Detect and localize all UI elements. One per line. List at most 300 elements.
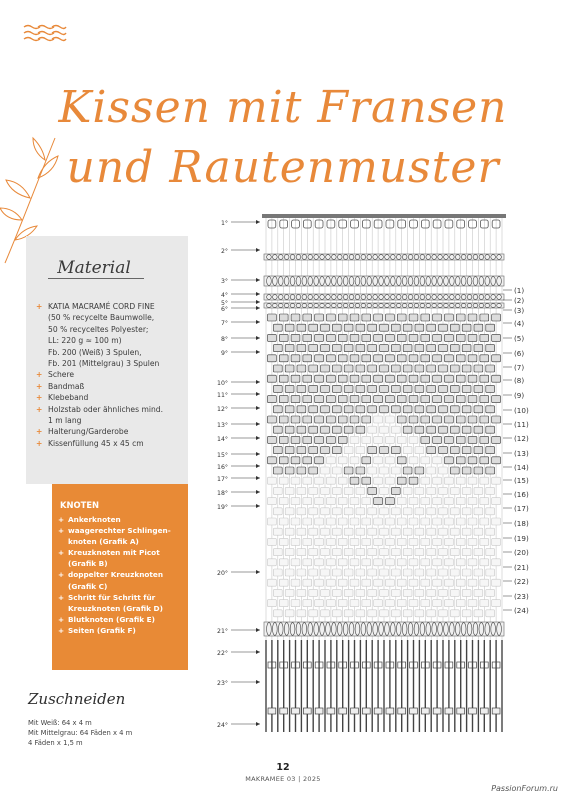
square-knot	[403, 406, 412, 413]
square-knot	[297, 467, 306, 474]
square-knot	[409, 559, 418, 566]
square-knot	[321, 385, 330, 392]
square-knot	[350, 538, 359, 545]
square-knot	[486, 549, 495, 556]
square-knot	[315, 396, 324, 403]
square-knot	[380, 324, 389, 331]
row-label-left: 12°	[217, 406, 228, 413]
square-knot	[344, 345, 353, 352]
square-knot	[439, 508, 448, 515]
square-knot	[433, 498, 442, 505]
square-knot	[462, 610, 471, 617]
material-item	[36, 438, 186, 449]
square-knot	[492, 579, 501, 586]
blood-knot	[398, 708, 406, 714]
square-knot	[356, 447, 365, 454]
row-label-right: (14)	[514, 463, 529, 472]
row-label-right: (16)	[514, 490, 529, 499]
square-knot	[397, 416, 406, 423]
square-knot	[480, 416, 489, 423]
row-label-right: (5)	[514, 334, 525, 343]
square-knot	[327, 498, 336, 505]
square-knot	[368, 324, 377, 331]
square-knot	[327, 355, 336, 362]
square-knot	[480, 538, 489, 545]
square-knot	[480, 559, 489, 566]
row-label-right: (12)	[514, 434, 529, 443]
square-knot	[344, 589, 353, 596]
square-knot	[332, 569, 341, 576]
arrow-head-icon	[256, 278, 260, 282]
square-knot	[332, 365, 341, 372]
square-knot	[386, 355, 395, 362]
square-knot	[391, 467, 400, 474]
square-knot	[279, 518, 288, 525]
square-knot	[450, 426, 459, 433]
arrow-head-icon	[256, 504, 260, 508]
knoten-item-continuation: knoten (Grafik A)	[68, 537, 139, 547]
square-knot	[362, 375, 371, 382]
material-item-text: Halterung/Garderobe	[48, 427, 129, 437]
square-knot	[315, 314, 324, 321]
row-label-right: (18)	[514, 519, 529, 528]
square-knot	[285, 467, 294, 474]
row-label-left: 24°	[217, 722, 228, 729]
square-knot	[291, 334, 300, 341]
square-knot	[409, 355, 418, 362]
square-knot	[350, 334, 359, 341]
square-knot	[321, 610, 330, 617]
page-title-line2: und Rautenmuster	[66, 142, 500, 193]
square-knot	[338, 498, 347, 505]
square-knot	[368, 589, 377, 596]
square-knot	[415, 324, 424, 331]
plus-bullet-icon: +	[58, 526, 65, 536]
square-knot	[356, 569, 365, 576]
knoten-item-continuation: Kreuzknoten (Grafik D)	[68, 603, 163, 613]
row-label-left: 8°	[220, 336, 228, 343]
square-knot	[445, 457, 454, 464]
square-knot	[309, 426, 318, 433]
material-item	[36, 426, 186, 437]
square-knot	[303, 498, 312, 505]
square-knot	[309, 365, 318, 372]
square-knot	[397, 457, 406, 464]
square-knot	[397, 334, 406, 341]
square-knot	[315, 436, 324, 443]
square-knot	[427, 589, 436, 596]
square-knot	[309, 589, 318, 596]
square-knot	[468, 416, 477, 423]
square-knot	[268, 498, 277, 505]
square-knot	[415, 467, 424, 474]
square-knot	[391, 324, 400, 331]
square-knot	[391, 528, 400, 535]
square-knot	[350, 477, 359, 484]
square-knot	[409, 579, 418, 586]
square-knot	[397, 396, 406, 403]
knoten-item-text: Schritt für Schritt für	[68, 592, 156, 602]
square-knot	[362, 518, 371, 525]
square-knot	[397, 559, 406, 566]
square-knot	[450, 345, 459, 352]
zuschneiden-text	[28, 718, 132, 748]
arrow-head-icon	[256, 628, 260, 632]
square-knot	[374, 436, 383, 443]
square-knot	[368, 569, 377, 576]
square-knot	[403, 508, 412, 515]
square-knot	[315, 355, 324, 362]
square-knot	[362, 355, 371, 362]
square-knot	[321, 345, 330, 352]
square-knot	[474, 589, 483, 596]
square-knot	[362, 334, 371, 341]
square-knot	[344, 406, 353, 413]
square-knot	[415, 406, 424, 413]
square-knot	[291, 477, 300, 484]
square-knot	[421, 498, 430, 505]
square-knot	[297, 365, 306, 372]
square-knot	[321, 324, 330, 331]
square-knot	[338, 314, 347, 321]
square-knot	[268, 559, 277, 566]
plus-bullet-icon: +	[36, 427, 43, 437]
row-label-left: 20°	[217, 570, 228, 577]
square-knot	[409, 457, 418, 464]
square-knot	[439, 487, 448, 494]
material-item	[36, 404, 186, 415]
square-knot	[268, 436, 277, 443]
material-item-text: Kissenfüllung 45 x 45 cm	[48, 438, 144, 448]
square-knot	[362, 396, 371, 403]
plus-bullet-icon: +	[36, 404, 43, 414]
square-knot	[273, 345, 282, 352]
square-knot	[268, 518, 277, 525]
square-knot	[386, 518, 395, 525]
square-knot	[297, 426, 306, 433]
knoten-item	[58, 547, 186, 558]
blood-knot	[292, 708, 300, 714]
blood-knot	[421, 708, 429, 714]
square-knot	[356, 467, 365, 474]
square-knot	[356, 365, 365, 372]
square-knot	[456, 457, 465, 464]
square-knot	[397, 375, 406, 382]
square-knot	[456, 355, 465, 362]
square-knot	[427, 365, 436, 372]
square-knot	[332, 610, 341, 617]
square-knot	[403, 385, 412, 392]
square-knot	[332, 487, 341, 494]
knoten-item-text: Ankerknoten	[68, 515, 121, 524]
blood-knot	[433, 708, 441, 714]
square-knot	[327, 416, 336, 423]
square-knot	[291, 559, 300, 566]
square-knot	[486, 467, 495, 474]
square-knot	[403, 569, 412, 576]
square-knot	[456, 579, 465, 586]
square-knot	[480, 498, 489, 505]
square-knot	[268, 416, 277, 423]
square-knot	[273, 569, 282, 576]
square-knot	[386, 600, 395, 607]
square-knot	[391, 406, 400, 413]
square-knot	[492, 498, 501, 505]
square-knot	[462, 467, 471, 474]
square-knot	[374, 538, 383, 545]
square-knot	[279, 396, 288, 403]
square-knot	[450, 549, 459, 556]
square-knot	[268, 600, 277, 607]
square-knot	[268, 579, 277, 586]
square-knot	[362, 559, 371, 566]
square-knot	[338, 416, 347, 423]
square-knot	[344, 610, 353, 617]
square-knot	[309, 406, 318, 413]
square-knot	[480, 314, 489, 321]
square-knot	[279, 579, 288, 586]
square-knot	[309, 508, 318, 515]
square-knot	[462, 345, 471, 352]
square-knot	[462, 385, 471, 392]
square-knot	[480, 518, 489, 525]
square-knot	[391, 549, 400, 556]
square-knot	[338, 538, 347, 545]
square-knot	[315, 600, 324, 607]
square-knot	[291, 314, 300, 321]
square-knot	[374, 457, 383, 464]
square-knot	[486, 487, 495, 494]
square-knot	[380, 406, 389, 413]
square-knot	[427, 467, 436, 474]
square-knot	[297, 508, 306, 515]
square-knot	[315, 334, 324, 341]
square-knot	[350, 579, 359, 586]
square-knot	[321, 447, 330, 454]
square-knot	[386, 396, 395, 403]
blood-knot	[268, 708, 276, 714]
square-knot	[332, 345, 341, 352]
square-knot	[474, 487, 483, 494]
square-knot	[445, 538, 454, 545]
row-label-right: (11)	[514, 420, 529, 429]
material-item-continuation: Fb. 200 (Weiß) 3 Spulen,	[48, 347, 142, 357]
square-knot	[362, 538, 371, 545]
square-knot	[474, 569, 483, 576]
square-knot	[421, 457, 430, 464]
row-label-right: (20)	[514, 548, 529, 557]
plus-bullet-icon: +	[58, 515, 65, 524]
square-knot	[303, 538, 312, 545]
blood-knot	[362, 708, 370, 714]
watermark: PassionForum.ru	[491, 784, 558, 793]
square-knot	[350, 416, 359, 423]
square-knot	[273, 487, 282, 494]
row-label-left: 23°	[217, 680, 228, 687]
square-knot	[474, 324, 483, 331]
row-label-left: 15°	[217, 452, 228, 459]
square-knot	[380, 345, 389, 352]
square-knot	[421, 600, 430, 607]
square-knot	[391, 569, 400, 576]
square-knot	[327, 538, 336, 545]
square-knot	[486, 508, 495, 515]
square-knot	[356, 610, 365, 617]
row-label-right: (19)	[514, 534, 529, 543]
square-knot	[297, 610, 306, 617]
row-label-right: (6)	[514, 349, 525, 358]
square-knot	[332, 447, 341, 454]
square-knot	[409, 334, 418, 341]
square-knot	[338, 579, 347, 586]
square-knot	[450, 508, 459, 515]
square-knot	[445, 355, 454, 362]
square-knot	[391, 447, 400, 454]
arrow-head-icon	[256, 490, 260, 494]
square-knot	[386, 334, 395, 341]
square-knot	[291, 375, 300, 382]
row-label-right: (3)	[514, 306, 525, 315]
blood-knot	[374, 708, 382, 714]
square-knot	[362, 579, 371, 586]
blood-knot	[315, 708, 323, 714]
row-label-left: 1°	[220, 220, 228, 227]
square-knot	[338, 375, 347, 382]
material-item-continuation: LL: 220 g ≈ 100 m)	[48, 336, 122, 346]
square-knot	[321, 549, 330, 556]
square-knot	[468, 477, 477, 484]
square-knot	[356, 528, 365, 535]
square-knot	[303, 436, 312, 443]
square-knot	[415, 345, 424, 352]
square-knot	[474, 508, 483, 515]
square-knot	[309, 467, 318, 474]
square-knot	[332, 508, 341, 515]
square-knot	[332, 549, 341, 556]
square-knot	[486, 426, 495, 433]
blood-knot	[303, 708, 311, 714]
square-knot	[315, 477, 324, 484]
blood-knot	[480, 708, 488, 714]
square-knot	[344, 508, 353, 515]
knoten-item	[58, 569, 186, 580]
material-item-text: Schere	[48, 370, 75, 380]
square-knot	[327, 396, 336, 403]
square-knot	[362, 477, 371, 484]
knoten-item	[58, 625, 186, 636]
square-knot	[486, 406, 495, 413]
square-knot	[268, 375, 277, 382]
square-knot	[303, 579, 312, 586]
square-knot	[297, 345, 306, 352]
square-knot	[386, 416, 395, 423]
row-label-left: 17°	[217, 476, 228, 483]
square-knot	[338, 600, 347, 607]
square-knot	[391, 487, 400, 494]
square-knot	[397, 518, 406, 525]
square-knot	[338, 477, 347, 484]
square-knot	[409, 416, 418, 423]
square-knot	[439, 324, 448, 331]
square-knot	[445, 559, 454, 566]
square-knot	[374, 559, 383, 566]
square-knot	[303, 477, 312, 484]
square-knot	[279, 334, 288, 341]
square-knot	[297, 324, 306, 331]
square-knot	[374, 579, 383, 586]
square-knot	[492, 600, 501, 607]
square-knot	[439, 447, 448, 454]
square-knot	[427, 406, 436, 413]
square-knot	[350, 355, 359, 362]
square-knot	[433, 334, 442, 341]
arrow-head-icon	[256, 300, 260, 304]
square-knot	[309, 549, 318, 556]
square-knot	[285, 324, 294, 331]
square-knot	[285, 610, 294, 617]
square-knot	[350, 518, 359, 525]
plus-bullet-icon: +	[36, 438, 43, 448]
square-knot	[391, 589, 400, 596]
square-knot	[350, 457, 359, 464]
square-knot	[285, 385, 294, 392]
square-knot	[368, 426, 377, 433]
square-knot	[462, 549, 471, 556]
square-knot	[474, 610, 483, 617]
square-knot	[468, 600, 477, 607]
square-knot	[433, 600, 442, 607]
row-label-right: (4)	[514, 319, 525, 328]
square-knot	[427, 528, 436, 535]
material-item-text: Holzstab oder ähnliches mind.	[48, 404, 164, 414]
square-knot	[480, 457, 489, 464]
square-knot	[415, 569, 424, 576]
material-item	[36, 301, 186, 312]
square-knot	[380, 467, 389, 474]
material-item-text: Bandmaß	[48, 381, 85, 391]
square-knot	[315, 579, 324, 586]
square-knot	[409, 600, 418, 607]
square-knot	[374, 334, 383, 341]
square-knot	[279, 375, 288, 382]
square-knot	[480, 579, 489, 586]
triple-bar-icon	[22, 24, 68, 42]
square-knot	[338, 457, 347, 464]
square-knot	[403, 345, 412, 352]
square-knot	[273, 508, 282, 515]
square-knot	[391, 610, 400, 617]
square-knot	[327, 314, 336, 321]
square-knot	[309, 447, 318, 454]
arrow-head-icon	[256, 220, 260, 224]
square-knot	[397, 355, 406, 362]
square-knot	[315, 375, 324, 382]
square-knot	[445, 600, 454, 607]
square-knot	[450, 569, 459, 576]
row-label-right: (23)	[514, 592, 529, 601]
square-knot	[403, 549, 412, 556]
row-label-left: 10°	[217, 380, 228, 387]
square-knot	[386, 477, 395, 484]
square-knot	[268, 457, 277, 464]
material-item-continuation: 50 % recyceltes Polyester;	[48, 324, 149, 334]
square-knot	[427, 426, 436, 433]
square-knot	[427, 447, 436, 454]
square-knot	[273, 426, 282, 433]
square-knot	[450, 365, 459, 372]
square-knot	[456, 375, 465, 382]
square-knot	[309, 528, 318, 535]
